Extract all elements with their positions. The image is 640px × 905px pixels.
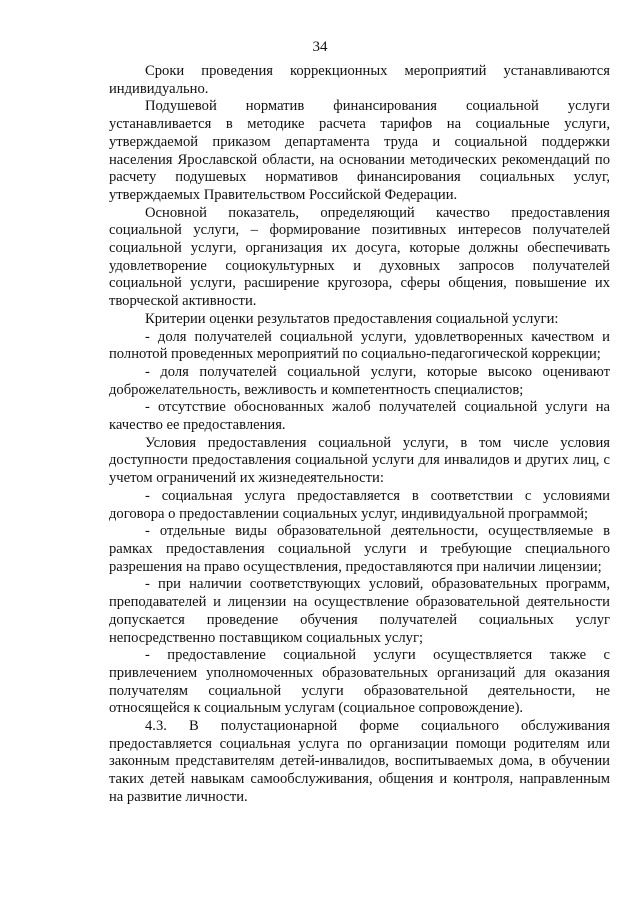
condition-item-organizations: - предоставление социальной услуги осуществляется также с привлечением уполномоченных образовательных организаций для оказания получателям социальной услуги образовательной деятельности, не относящейся к социальным услугам (социальное сопровождение). [109, 647, 610, 717]
criteria-item-satisfaction: - доля получателей социальной услуги, удовлетворенных качеством и полнотой проведенных мероприятий по социально-педагогической коррекции; [109, 328, 610, 363]
condition-item-training: - при наличии соответствующих условий, образовательных программ, преподавателей и лицензии на осуществление образовательной деятельности допускается проведение обучения получателей социальных услуг непосредственно поставщиком социальных услуг; [109, 576, 610, 646]
paragraph-main-indicator: Основной показатель, определяющий качество предоставления социальной услуги, – формирование позитивных интересов получателей социальной услуги, организация их досуга, которые должны обеспечивать удовлетворение социокультурных и духовных запросов получателей социальной услуги, расширение кругозора, сферы общения, повышение их творческой активности. [109, 204, 610, 310]
condition-item-license: - отдельные виды образовательной деятельности, осуществляемые в рамках предоставления социальной услуги и требующие специального разрешения на право осуществления, предоставляются при наличии лицензии; [109, 523, 610, 575]
criteria-item-complaints: - отсутствие обоснованных жалоб получателей социальной услуги на качество ее предоставления. [109, 399, 610, 434]
paragraph-conditions-heading: Условия предоставления социальной услуги, в том числе условия доступности предоставления социальной услуги для инвалидов и других лиц, с учетом ограничений их жизнедеятельности: [109, 434, 610, 487]
paragraph-section-4-3: 4.3. В полустационарной форме социального обслуживания предоставляется социальная услуга по организации помощи родителям или законным представителям детей-инвалидов, воспитываемых дома, в обучении таких детей навыкам самообслуживания, общения и контроля, направленным на развитие личности. [109, 718, 610, 805]
condition-item-contract: - социальная услуга предоставляется в соответствии с условиями договора о предоставлении социальных услуг, индивидуальной программой; [109, 487, 610, 522]
document-body [109, 63, 610, 807]
paragraph-funding-norm: Подушевой норматив финансирования социальной услуги устанавливается в методике расчета тарифов на социальные услуги, утверждаемой приказом департамента труда и социальной поддержки населения Ярославской области, на основании методических рекомендаций по расчету подушевых нормативов финансирования социальных услуг, утверждаемых Правительством Российской Федерации. [109, 98, 610, 203]
page-number: 34 [312, 39, 328, 55]
criteria-item-rating: - доля получателей социальной услуги, которые высоко оценивают доброжелательность, вежливость и компетентность специалистов; [109, 363, 610, 398]
paragraph-duration: Сроки проведения коррекционных мероприятий устанавливаются индивидуально. [109, 63, 610, 97]
paragraph-criteria-heading: Критерии оценки результатов предоставления социальной услуги: [145, 310, 559, 327]
